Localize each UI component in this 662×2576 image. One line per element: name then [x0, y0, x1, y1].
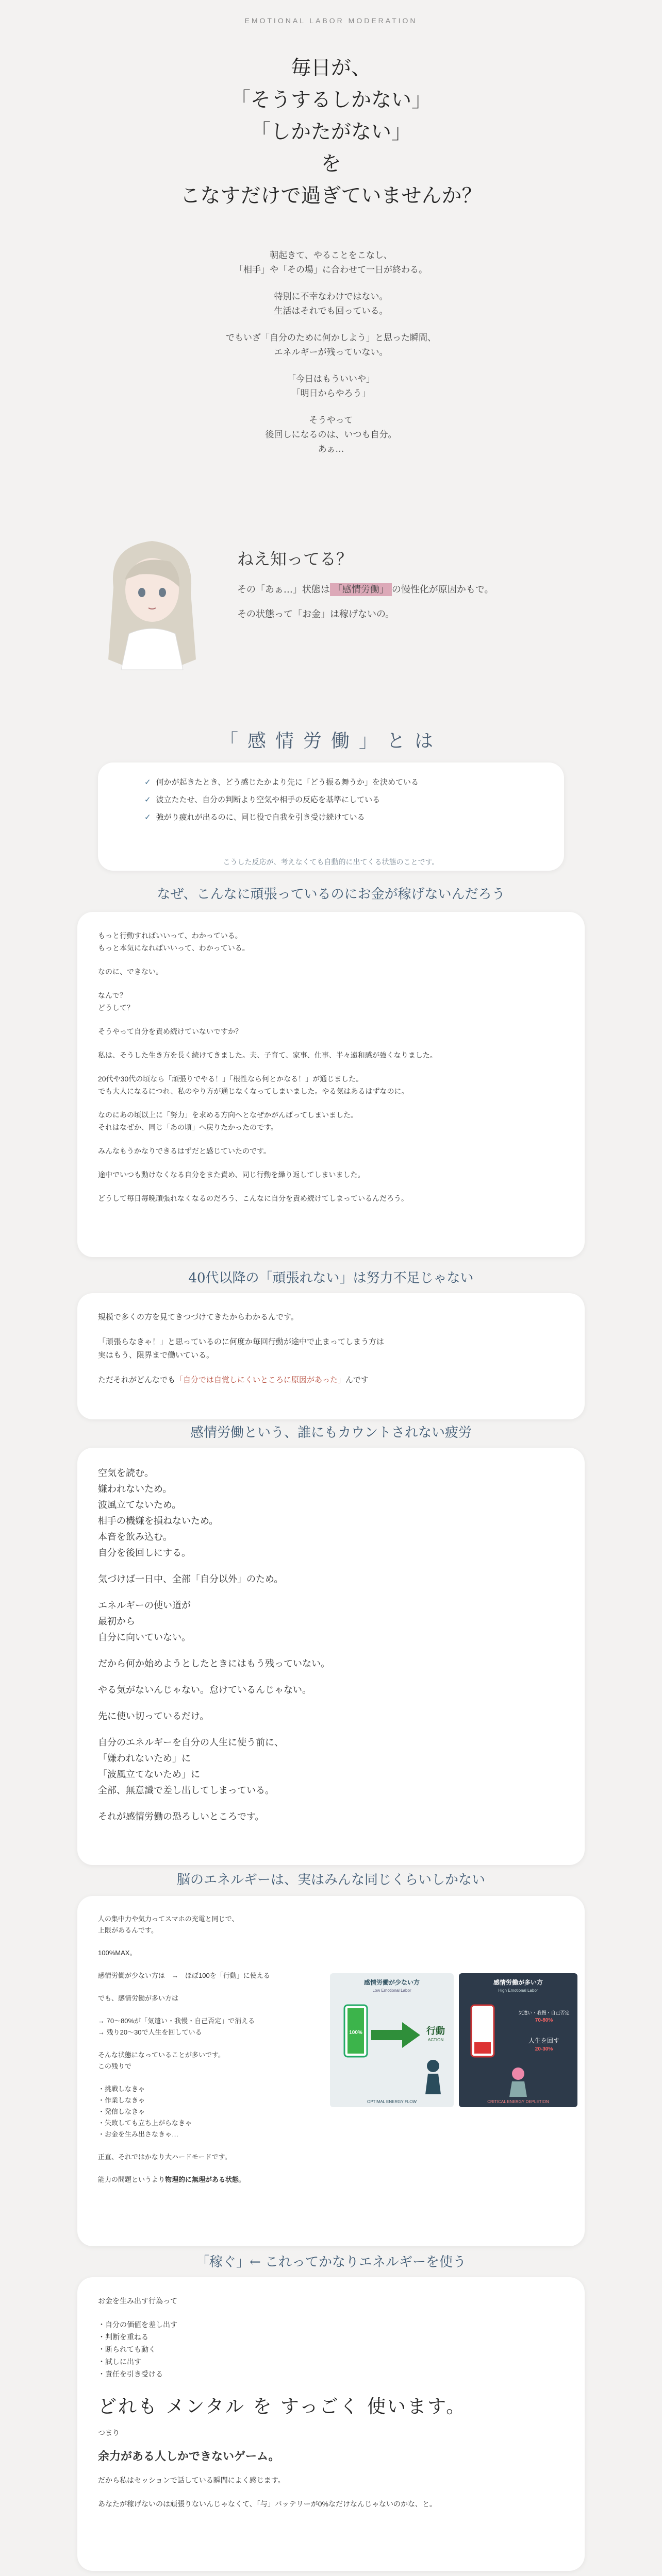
ask-title: ねえ知ってる？: [237, 549, 353, 569]
hero-line: 毎日が、: [290, 57, 371, 80]
check-icon: ✓: [144, 778, 151, 787]
card-subtitle: High Emotional Labor: [498, 1988, 538, 1993]
life-pct: 20-30%: [535, 2046, 553, 2052]
ask-line: その状態って「お金」は稼げないの。: [237, 609, 395, 620]
action-label: 行動: [426, 2026, 445, 2037]
low-labor-illustration-icon: [330, 1973, 454, 2107]
section-title: 感情労働という、誰にもカウントされない疲労: [190, 1425, 472, 1440]
kanjo-title: 「感情労働」とは: [219, 731, 442, 752]
section-body: お金を生み出す行為って ・自分の価値を差し出す ・判断を重ねる ・断られても動く ・試しに出す ・責任を引き受ける どれも メンタル を すっごく 使います。 つまり 余力がある人しかできないゲーム。 だから私はセッションで話している瞬間によく感じます。 あなたが稼げないのは頑張りないんじゃなくて、「与」バッテリーが0%なだけなんじゃないのかな、と。: [77, 2277, 585, 2510]
section-title: 脳のエネルギーは、実はみんな同じくらいしかない: [176, 1872, 485, 1888]
section-body: 空気を読む。 嫌われないため。 波風立てないため。 相手の機嫌を損ねないため。 本音を飲み込む。 自分を後回しにする。 気づけば一日中、全部「自分以外」のため。 エネルギーの使い道が 最初から 自分に向いていない。 だから何か始めようとしたときにはもう残っていない。 やる気がないんじゃない。怠けているんじゃない。 先に使い切っているだけ。 自分のエネルギーを自分の人生に使う前に、 「嫌われないため」に 「波風立てないため」に 全部、無意識で差し出してしまっている。 それが感情労働の恐ろしいところです。: [98, 1468, 330, 1822]
section-title: 「稼ぐ」← これってかなりエネルギーを使う: [195, 2255, 467, 2270]
card-subtitle: Low Emotional Labor: [372, 1988, 411, 1993]
high-labor-card: [459, 1973, 577, 2107]
emphasis-text: 「自分では自覚しにくいところに原因があった」: [175, 1376, 345, 1384]
check-item: ✓ 何かが起きたとき、どう感じたかより先に「どう振る舞うか」を決めている: [144, 778, 419, 787]
section-card: [77, 912, 585, 1257]
intro-paragraph: 特別に不幸なわけではない。 生活はそれでも回っている。: [274, 292, 388, 316]
high-labor-illustration-icon: [459, 1973, 577, 2107]
check-item: ✓ 波立たたせ、自分の判断より空気や相手の反応を基準にしている: [144, 795, 380, 804]
card-title: 感情労働が多い方: [493, 1979, 543, 1986]
character-illustration-icon: [93, 531, 211, 675]
section-title: 40代以降の「頑張れない」は努力不足じゃない: [188, 1270, 474, 1286]
section-body: 規模で多くの方を見てきつづけてきたからわかるんです。 「頑張らなきゃ！」と思っているのに何度か毎回行動が途中で止まってしまう方は 実はもう、限界まで働いている。 ただそれがどんなでも「自分では自覚しにくいところに原因があった」んです: [98, 1313, 385, 1384]
intro-paragraph: 朝起きて、やることをこなし、 「相手」や「その場」に合わせて一日が終わる。: [235, 250, 427, 275]
section-card: [77, 1896, 585, 2246]
eyebrow-label: EMOTIONAL LABOR MODERATION: [244, 16, 418, 25]
card-title: 感情労働が少ない方: [363, 1979, 420, 1986]
action-en-label: ACTION: [427, 2038, 444, 2042]
drain-pct: 70-80%: [535, 2018, 553, 2023]
big-statement: どれも メンタル を すっごく 使います。: [98, 2396, 467, 2417]
battery-label: 100%: [349, 2030, 362, 2036]
ask-line: その「あぁ…」状態は 「感情労働」 の慢性化が原因かもで。: [237, 584, 494, 595]
intro-paragraph: でもいざ「自分のために何かしよう」と思った瞬間、 エネルギーが残っていない。: [226, 333, 436, 358]
low-labor-card: [330, 1973, 454, 2107]
check-item: ✓ 強がり疲れが出るのに、同じ役で自我を引き受け続けている: [144, 813, 365, 822]
section-card: [77, 1448, 585, 1865]
section-body: 人の集中力や気力ってスマホの充電と同じで、 上限があるんです。 100%MAX。 感情労働が少ない方は → ほぼ100を「行動」に使える でも、感情労働が多い方は → 70〜80%が「気遣い・我慢・自己否定」で消える → 残り20〜30で人生を回している そんな状態になっていることが多いです。 この残りで ・挑戦しなきゃ ・作業しなきゃ ・発信しなきゃ ・失敗しても立ち上がらなきゃ ・お金を生み出さなきゃ… 正直、それではかなり大ハードモードです。 能力の問題というより物理的に無理がある状態。: [98, 1915, 270, 2183]
section-body: もっと行動すればいいって、わかっている。 もっと本気になればいいって、わかっている。 なのに、できない。 なんで？ どうして？ そうやって自分を責め続けていないですか？ 私は、そうした生き方を長く続けてきました。夫、子育て、家事、仕事、半々遠和感が強くなりました。 20代や30代の頃なら「頑張りでやる！」「根性なら何とかなる！」が通じました。 でも大人になるにつれ、私のやり方が通じなくなってしまいました。やる気はあるはずなのに。 なのにあの頃以上に「努力」を求める方向へとなぜかがんばってしまいました。 それはなぜか、同じ「あの頃」へ戻りたかったのです。 みんなもうかなりできるはずだと感じていたのです。 途中でいつも動けなくなる自分をまた責め、同じ行動を繰り返してしまいました。 どうして毎日毎晩頑張れなくなるのだろう、こんなに自分を責め続けてしまっているんだろう。: [98, 931, 437, 1202]
section-card: [77, 2277, 585, 2571]
hero-heading: [0, 53, 662, 212]
highlight-term: 「感情労働」: [330, 583, 392, 596]
card-caption: OPTIMAL ENERGY FLOW: [367, 2099, 417, 2104]
hero-line: こなすだけで過ぎていませんか？: [180, 184, 482, 208]
intro-text: [0, 248, 662, 456]
hero-line: を: [321, 152, 341, 176]
check-icon: ✓: [144, 795, 151, 804]
kanjo-card: [98, 762, 564, 871]
check-icon: ✓: [144, 813, 151, 822]
section-card: [77, 1293, 585, 1419]
intro-paragraph: 「今日はもういいや」 「明日からやろう」: [287, 374, 375, 399]
hero-line: 「しかたがない」: [250, 121, 411, 144]
card-caption: CRITICAL ENERGY DEPLETION: [487, 2099, 549, 2104]
hero-line: 「そうするしかない」: [230, 89, 432, 112]
intro-paragraph: そうやって 後回しになるのは、いつも自分。 あぁ…: [265, 415, 397, 454]
section-title: なぜ、こんなに頑張っているのにお金が稼げないんだろう: [157, 887, 505, 902]
life-label: 人生を回す: [528, 2037, 560, 2044]
bold-statement: 余力がある人しかできないゲーム。: [98, 2450, 280, 2463]
drain-label: 気遣い・我慢・自己否定: [518, 2010, 570, 2015]
kanjo-note: こうした反応が、考えなくても自動的に出てくる状態のことです。: [223, 858, 439, 866]
ask-text: [237, 546, 493, 623]
ask-section: [88, 531, 583, 680]
kanjo-checklist: [98, 762, 564, 826]
